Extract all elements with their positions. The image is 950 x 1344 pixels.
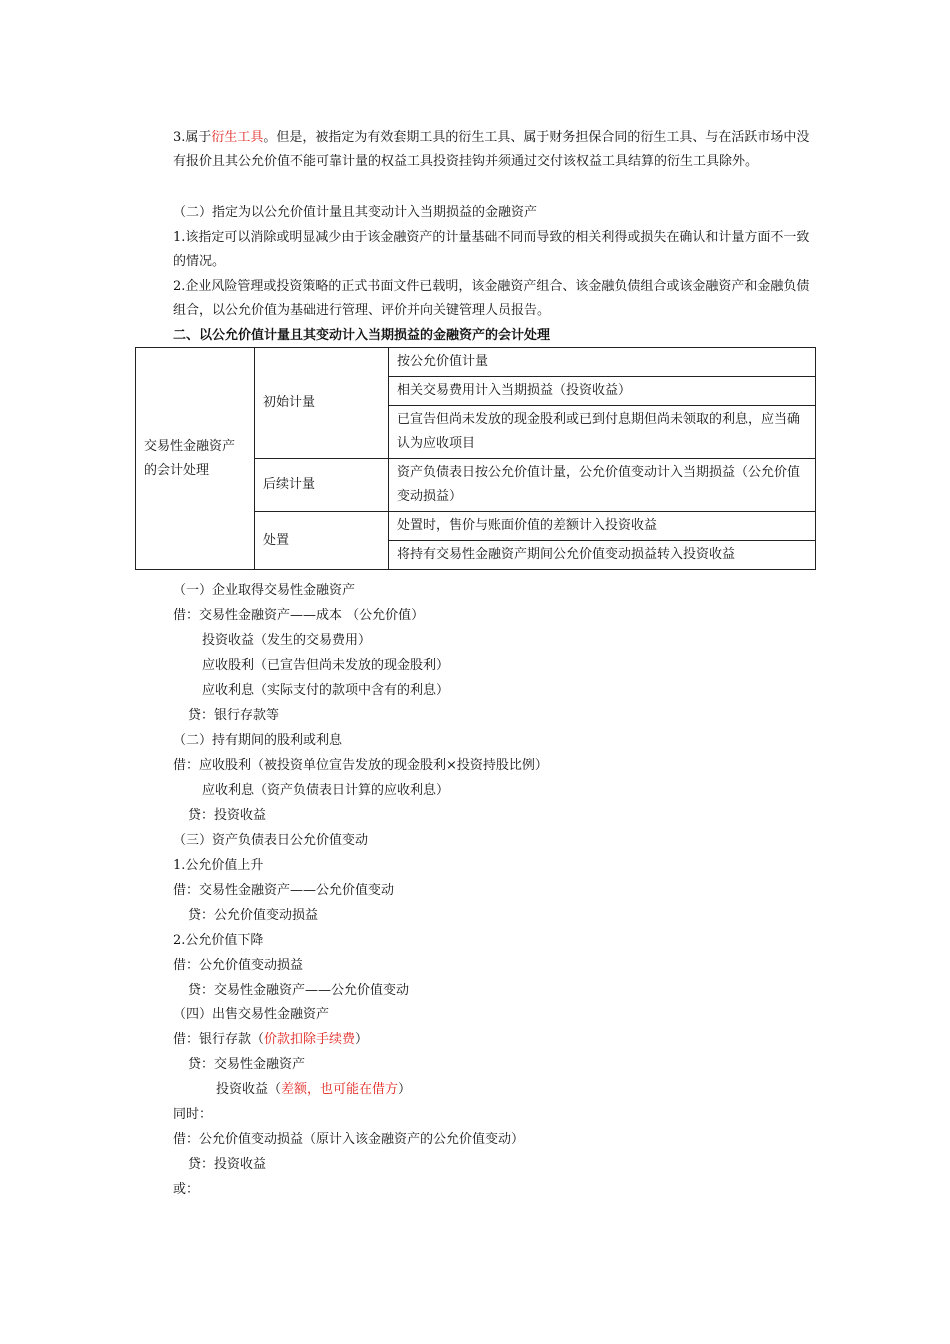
p3-rest: 。但是，被指定为有效套期工具的衍生工具、属于财务担保合同的衍生工具、与在活跃市场中没有报价且其公允价值不能可靠计量的权益工具投资挂钩并须通过交付该权益工具结算的衍生工具除外。 — [173, 130, 810, 169]
table-cell: 相关交易费用计入当期损益（投资收益） — [389, 377, 816, 406]
table-cell: 已宣告但尚未发放的现金股利或已到付息期但尚未领取的利息，应当确认为应收项目 — [389, 406, 816, 459]
journal-s1-title: （一）企业取得交易性金融资产 — [173, 583, 356, 598]
table-cell: 将持有交易性金融资产期间公允价值变动损益转入投资收益 — [389, 541, 816, 570]
red-note: 价款扣除手续费 — [264, 1032, 356, 1047]
journal-line: 借：公允价值变动损益（原计入该金融资产的公允价值变动） — [173, 1132, 525, 1147]
red-note: 差额，也可能在借方 — [281, 1082, 399, 1097]
journal-line: 借：交易性金融资产——成本 （公允价值） — [173, 608, 425, 623]
journal-line: 投资收益（发生的交易费用） — [202, 633, 372, 648]
table-subsequent-label: 后续计量 — [255, 459, 389, 512]
journal-line: 或： — [173, 1182, 200, 1197]
journal-line: 投资收益（差额，也可能在借方） — [216, 1082, 412, 1097]
journal-line: 贷：投资收益 — [188, 808, 267, 823]
journal-line: 贷：投资收益 — [188, 1157, 267, 1172]
journal-line: 贷：交易性金融资产——公允价值变动 — [188, 983, 410, 998]
section2-paragraph1: 1.该指定可以消除或明显减少由于该金融资产的计量基础不同而导致的相关利得或损失在确认和计量方面不一致的情况。 — [173, 230, 810, 269]
p3-prefix: 3.属于 — [173, 130, 212, 145]
journal-line: 借：交易性金融资产——公允价值变动 — [173, 883, 395, 898]
journal-s2-title: （二）持有期间的股利或利息 — [173, 733, 343, 748]
journal-s4-title: （四）出售交易性金融资产 — [173, 1007, 330, 1022]
journal-line: 借：银行存款（价款扣除手续费） — [173, 1032, 369, 1047]
table-cell: 按公允价值计量 — [389, 348, 816, 377]
table-left-cell: 交易性金融资产的会计处理 — [136, 348, 255, 570]
journal-line: 贷：银行存款等 — [188, 708, 280, 723]
journal-line: 贷：公允价值变动损益 — [188, 908, 319, 923]
section-heading: 二、以公允价值计量且其变动计入当期损益的金融资产的会计处理 — [173, 328, 551, 343]
journal-line: 应收利息（资产负债表日计算的应收利息） — [202, 783, 450, 798]
journal-line: 应收股利（已宣告但尚未发放的现金股利） — [202, 658, 450, 673]
accounting-table — [135, 347, 816, 570]
journal-line: 1.公允价值上升 — [173, 858, 264, 873]
journal-line: 同时： — [173, 1107, 213, 1122]
paragraph-derivatives — [173, 126, 813, 174]
table-disposal-label: 处置 — [255, 512, 389, 570]
journal-line: 借：应收股利（被投资单位宣告发放的现金股利×投资持股比例） — [173, 758, 548, 773]
p3-red-term: 衍生工具 — [211, 130, 264, 145]
journal-line: 贷：交易性金融资产 — [188, 1057, 306, 1072]
journal-s3-title: （三）资产负债表日公允价值变动 — [173, 833, 369, 848]
journal-line: 2.公允价值下降 — [173, 933, 264, 948]
journal-line: 应收利息（实际支付的款项中含有的利息） — [202, 683, 450, 698]
journal-line: 借：公允价值变动损益 — [173, 958, 304, 973]
section2-title: （二）指定为以公允价值计量且其变动计入当期损益的金融资产 — [173, 205, 538, 220]
section2-paragraph2: 2.企业风险管理或投资策略的正式书面文件已载明，该金融资产组合、该金融负债组合或该金融资产和金融负债组合，以公允价值为基础进行管理、评价并向关键管理人员报告。 — [173, 279, 810, 318]
table-initial-label: 初始计量 — [255, 348, 389, 459]
table-cell: 处置时，售价与账面价值的差额计入投资收益 — [389, 512, 816, 541]
table-cell: 资产负债表日按公允价值计量，公允价值变动计入当期损益（公允价值变动损益） — [389, 459, 816, 512]
